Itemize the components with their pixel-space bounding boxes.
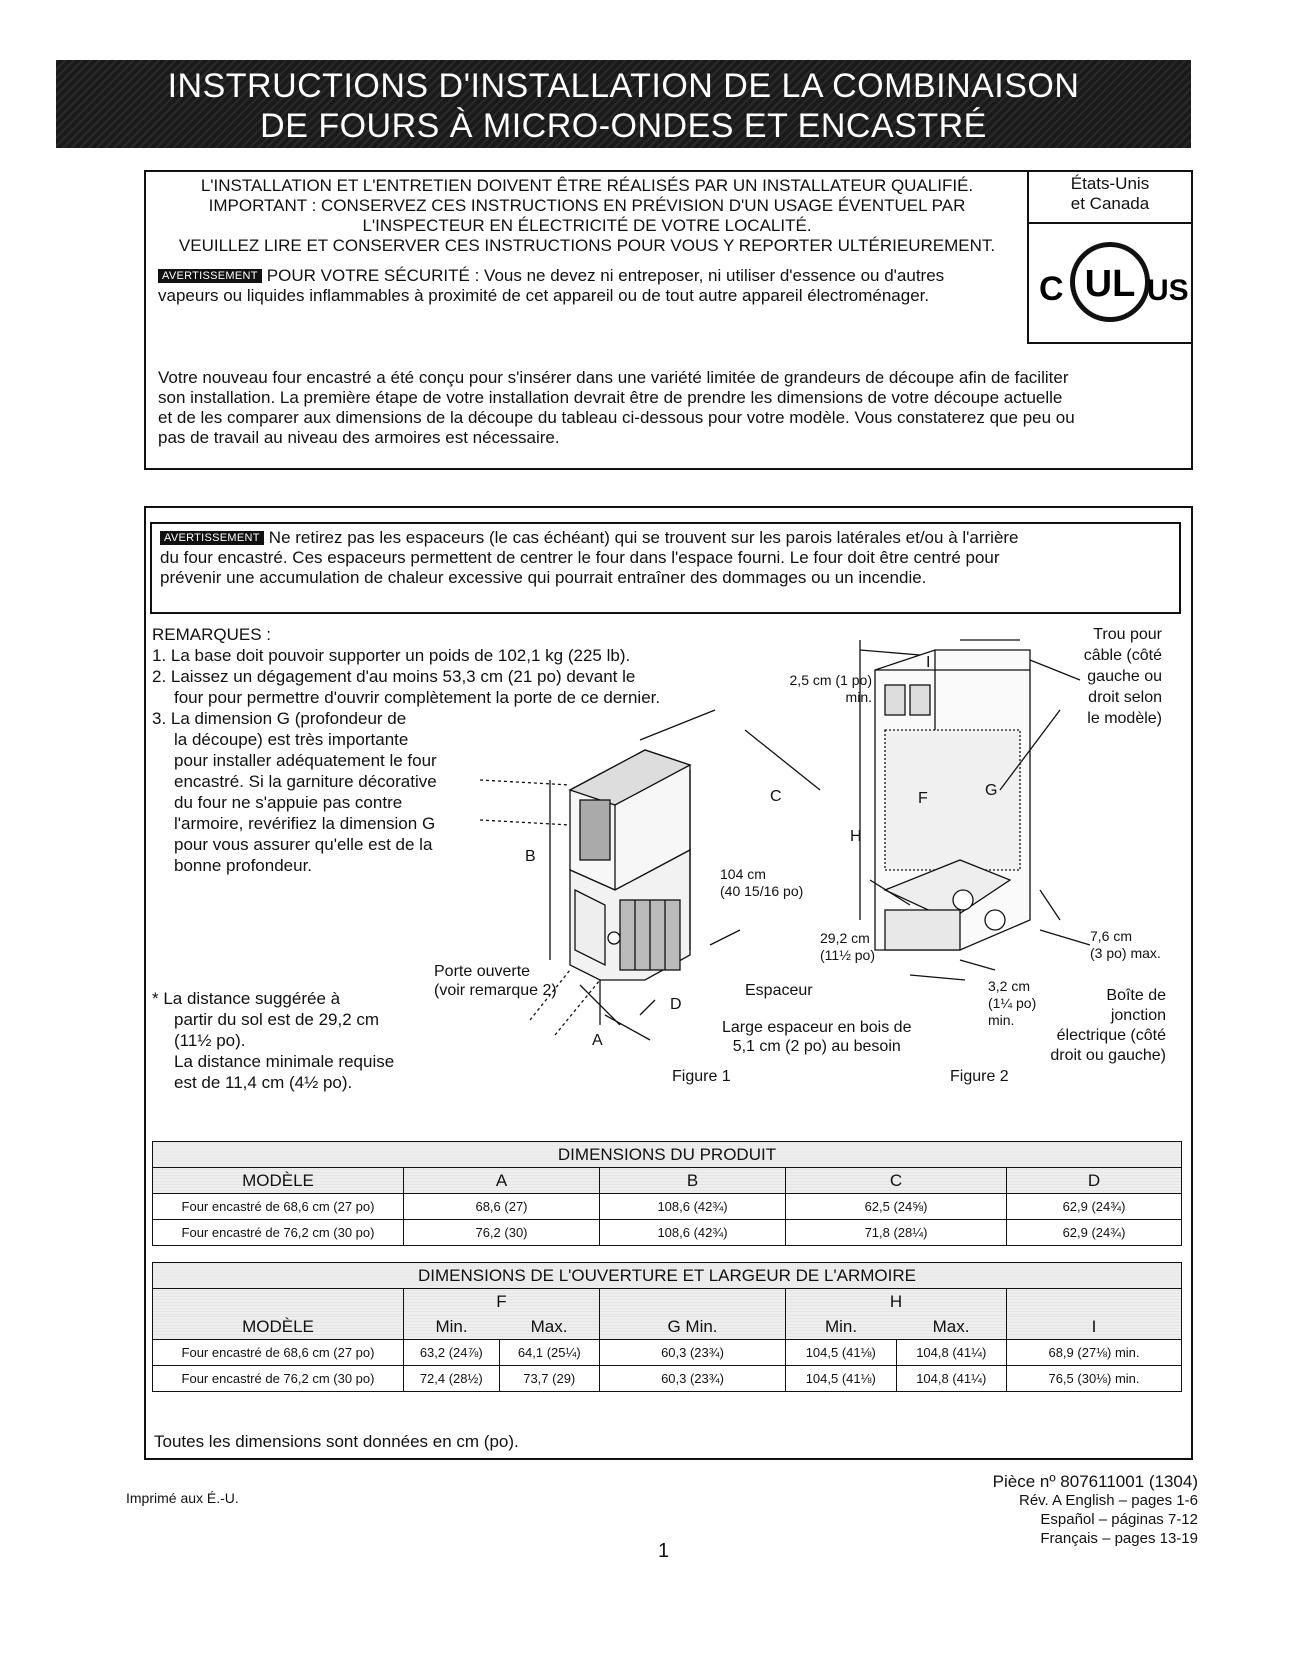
table-row (153, 1366, 1182, 1392)
opening-dimensions-table (152, 1262, 1182, 1392)
fig1-height-po: (40 15/16 po) (720, 883, 804, 899)
remark-3g: pour vous assurer qu'elle est de la (174, 835, 433, 854)
fig2-box-line-2: jonction (1110, 1007, 1166, 1024)
region-line-1: États-Unis (1070, 174, 1150, 193)
spacer-warning-text (160, 528, 1170, 588)
star-note-e: est de 11,4 cm (4½ po). (174, 1073, 353, 1092)
table1-header-c: C (786, 1168, 1007, 1194)
table1-header-row (153, 1168, 1182, 1194)
figure-2-caption: Figure 2 (950, 1068, 1009, 1085)
table2-header-h-max: Max. (896, 1314, 1007, 1340)
warning2-line-3: prévenir une accumulation de chaleur excessive qui pourrait entraîner des dommages ou un incendie. (160, 568, 927, 587)
intro-para-line-2: son installation. La première étape de votre installation devrait être de prendre les dimensions de votre découpe actuelle (158, 388, 1063, 407)
fig1-wood-line-2: 5,1 cm (2 po) au besoin (732, 1038, 901, 1055)
fig2-hole-line-5: le modèle) (1087, 710, 1162, 727)
intro-paragraph (158, 368, 1188, 448)
fig2-label-g: G (985, 782, 998, 799)
table2-header-f: F (404, 1289, 600, 1315)
table1-header-model: MODÈLE (153, 1168, 404, 1194)
remark-3f: l'armoire, revérifiez la dimension G (174, 814, 436, 833)
star-note-c: (11½ po). (174, 1031, 246, 1050)
table2-cell: 60,3 (23¾) (600, 1366, 786, 1392)
table1-header-a: A (404, 1168, 600, 1194)
table1-cell: 68,6 (27) (404, 1194, 600, 1220)
table1-cell: Four encastré de 68,6 cm (27 po) (153, 1194, 404, 1220)
intro-line-3: L'INSPECTEUR EN ÉLECTRICITÉ DE VOTRE LOCALITÉ. (362, 216, 812, 235)
figure-2-cabinet-drawing (860, 640, 1090, 980)
figure-1-caption: Figure 1 (672, 1068, 731, 1085)
part-number: Pièce nº 807611001 (1304) (992, 1472, 1198, 1491)
table2-cell: 104,5 (41⅛) (786, 1340, 897, 1366)
intro-para-line-1: Votre nouveau four encastré a été conçu pour s'insérer dans une variété limitée de grandeurs de découpe afin de faciliter (158, 368, 1069, 387)
remark-3a: 3. La dimension G (profondeur de (152, 709, 407, 728)
star-note-a: * La distance suggérée à (152, 989, 341, 1008)
fig2-box-line-3: électrique (côté (1056, 1027, 1166, 1044)
fig2-label-h: H (850, 828, 862, 845)
table2-header-i: I (1007, 1289, 1182, 1340)
height-note (152, 988, 452, 1093)
table1-title: DIMENSIONS DU PRODUIT (153, 1142, 1182, 1168)
table2-cell: Four encastré de 68,6 cm (27 po) (153, 1340, 404, 1366)
fig1-spacer-label: Espaceur (745, 982, 813, 999)
table2-cell: 76,5 (30⅛) min. (1007, 1366, 1182, 1392)
remark-3d: encastré. Si la garniture décorative (174, 772, 437, 791)
region-line-2: et Canada (1070, 194, 1150, 213)
fig1-wood-spacer (722, 1018, 911, 1056)
table1-cell: 76,2 (30) (404, 1220, 600, 1246)
fig2-floor-po: (11½ po) (820, 947, 875, 963)
intro-line-2: IMPORTANT : CONSERVEZ CES INSTRUCTIONS EN PRÉVISION D'UN USAGE ÉVENTUEL PAR (208, 196, 966, 215)
intro-para-line-4: pas de travail au niveau des armoires est nécessaire. (158, 428, 560, 447)
fig2-min-label: min. (988, 1012, 1015, 1028)
fig2-label-i: I (926, 654, 931, 671)
fig1-label-d: D (670, 996, 682, 1013)
safety-block (158, 266, 1024, 306)
title-line-1: INSTRUCTIONS D'INSTALLATION DE LA COMBINAISON (167, 67, 1080, 105)
certification-box (1027, 170, 1191, 344)
revision-spanish: Español – páginas 7-12 (1040, 1511, 1198, 1528)
fig2-max-po: (3 po) max. (1090, 945, 1161, 961)
safety-line-1: POUR VOTRE SÉCURITÉ : Vous ne devez ni entreposer, ni utiliser d'essence ou d'autres (266, 266, 945, 285)
table1-cell: 62,9 (24¾) (1007, 1220, 1182, 1246)
fig2-label-f: F (918, 790, 928, 807)
warning2-line-1: Ne retirez pas les espaceurs (le cas échéant) qui se trouvent sur les parois latérales et/ou à l'arrière (268, 528, 1019, 547)
table2-header-h: H (786, 1289, 1007, 1315)
intro-para-line-3: et de les comparer aux dimensions de la découpe du tableau ci-dessous pour votre modèle. Vous constaterez que peu ou (158, 408, 1075, 427)
dimensions-footnote: Toutes les dimensions sont données en cm (po). (154, 1432, 519, 1451)
intro-line-4: VEUILLEZ LIRE ET CONSERVER CES INSTRUCTIONS POUR VOUS Y REPORTER ULTÉRIEUREMENT. (178, 236, 996, 255)
fig1-label-c: C (770, 788, 782, 805)
table2-cell: 104,5 (41⅛) (786, 1366, 897, 1392)
star-note-d: La distance minimale requise (174, 1052, 395, 1071)
fig1-height (720, 866, 803, 900)
fig1-label-b: B (525, 848, 536, 865)
fig1-wood-line-1: Large espaceur en bois de (722, 1019, 912, 1036)
table2-cell: 73,7 (29) (499, 1366, 600, 1392)
fig2-max-dist (1090, 928, 1161, 962)
remark-2a: 2. Laissez un dégagement d'au moins 53,3 cm (21 po) devant le (152, 667, 636, 686)
fig1-door-line-2: (voir remarque 2) (434, 982, 557, 999)
table-row (153, 1340, 1182, 1366)
fig2-clearance-cm: 2,5 cm (1 po) (789, 672, 872, 688)
remark-3e: du four ne s'appuie pas contre (174, 793, 403, 812)
fig2-floor-dist (820, 930, 875, 964)
table2-header-f-max: Max. (499, 1314, 600, 1340)
table2-cell: 68,9 (27⅛) min. (1007, 1340, 1182, 1366)
title-line-2: DE FOURS À MICRO-ONDES ET ENCASTRÉ (260, 107, 987, 145)
revision-french: Français – pages 13-19 (1040, 1530, 1198, 1547)
logo-us: US (1147, 274, 1189, 307)
fig2-clearance-min: min. (845, 689, 872, 705)
certification-region (1029, 170, 1191, 224)
fig2-box-line-4: droit ou gauche) (1050, 1047, 1166, 1064)
ul-logo (1029, 228, 1191, 338)
remark-3b: la découpe) est très importante (174, 730, 409, 749)
table2-cell: 72,4 (28½) (404, 1366, 500, 1392)
logo-ul: UL (1084, 263, 1136, 305)
fig2-top-clearance (776, 672, 872, 706)
table2-cell: 60,3 (23¾) (600, 1340, 786, 1366)
fig1-door-line-1: Porte ouverte (434, 963, 531, 980)
table2-cell: 104,8 (41¼) (896, 1366, 1007, 1392)
fig2-hole-line-4: droit selon (1088, 689, 1162, 706)
page-number: 1 (658, 1540, 670, 1562)
fig1-label-a: A (592, 1032, 603, 1049)
safety-line-2: vapeurs ou liquides inflammables à proximité de cet appareil ou de tout autre appareil électroménager. (158, 286, 930, 305)
fig2-max-cm: 7,6 cm (1090, 928, 1133, 944)
revision-english: Rév. A English – pages 1-6 (1018, 1492, 1198, 1509)
intro-caps-block (150, 176, 1024, 256)
remarks-title: REMARQUES : (152, 625, 272, 644)
table1-cell: 62,9 (24¾) (1007, 1194, 1182, 1220)
table1-header-d: D (1007, 1168, 1182, 1194)
intro-line-1: L'INSTALLATION ET L'ENTRETIEN DOIVENT ÊTRE RÉALISÉS PAR UN INSTALLATEUR QUALIFIÉ. (200, 176, 974, 195)
warning-badge-2: AVERTISSEMENT (160, 531, 264, 545)
table1-header-b: B (600, 1168, 786, 1194)
fig1-height-cm: 104 cm (720, 866, 766, 882)
fig2-cable-hole (1062, 624, 1162, 729)
warning2-line-2: du four encastré. Ces espaceurs permettent de centrer le four dans l'espace fourni. Le four doit être centré pour (160, 548, 1000, 567)
fig2-hole-line-3: gauche ou (1087, 668, 1162, 685)
part-info (890, 1472, 1198, 1548)
table2-header-f-min: Min. (404, 1314, 500, 1340)
remark-2b: four pour permettre d'ouvrir complètement la porte de ce dernier. (174, 688, 661, 707)
fig1-door-open (434, 962, 557, 1000)
table1-cell: Four encastré de 76,2 cm (30 po) (153, 1220, 404, 1246)
table1-cell: 108,6 (42¾) (600, 1194, 786, 1220)
fig2-min-cm: 3,2 cm (988, 978, 1031, 994)
table2-cell: Four encastré de 76,2 cm (30 po) (153, 1366, 404, 1392)
table-row (153, 1220, 1182, 1246)
remark-3h: bonne profondeur. (174, 856, 313, 875)
warning-badge: AVERTISSEMENT (158, 269, 262, 283)
fig2-hole-line-1: Trou pour (1093, 626, 1162, 643)
fig2-floor-cm: 29,2 cm (820, 930, 870, 946)
table-row (153, 1194, 1182, 1220)
fig2-min-po: (1¼ po) (988, 995, 1037, 1011)
table2-cell: 63,2 (24⅞) (404, 1340, 500, 1366)
table2-header-model: MODÈLE (153, 1289, 404, 1340)
table1-cell: 71,8 (28¼) (786, 1220, 1007, 1246)
table1-cell: 62,5 (24⅝) (786, 1194, 1007, 1220)
fig2-hole-line-2: câble (côté (1083, 647, 1162, 664)
fig2-junction-box (1022, 986, 1166, 1066)
printed-in: Imprimé aux É.-U. (126, 1490, 239, 1506)
table1-cell: 108,6 (42¾) (600, 1220, 786, 1246)
logo-c: C (1039, 270, 1064, 308)
table2-cell: 104,8 (41¼) (896, 1340, 1007, 1366)
table2-cell: 64,1 (25¼) (499, 1340, 600, 1366)
title-banner (56, 60, 1191, 148)
table2-header-h-min: Min. (786, 1314, 897, 1340)
remark-3c: pour installer adéquatement le four (174, 751, 437, 770)
table2-title: DIMENSIONS DE L'OUVERTURE ET LARGEUR DE L'ARMOIRE (153, 1263, 1182, 1289)
fig2-box-line-1: Boîte de (1106, 987, 1166, 1004)
product-dimensions-table (152, 1141, 1182, 1246)
star-note-b: partir du sol est de 29,2 cm (174, 1010, 380, 1029)
remark-1: 1. La base doit pouvoir supporter un poids de 102,1 kg (225 lb). (152, 646, 631, 665)
table2-header-gmin: G Min. (600, 1289, 786, 1340)
